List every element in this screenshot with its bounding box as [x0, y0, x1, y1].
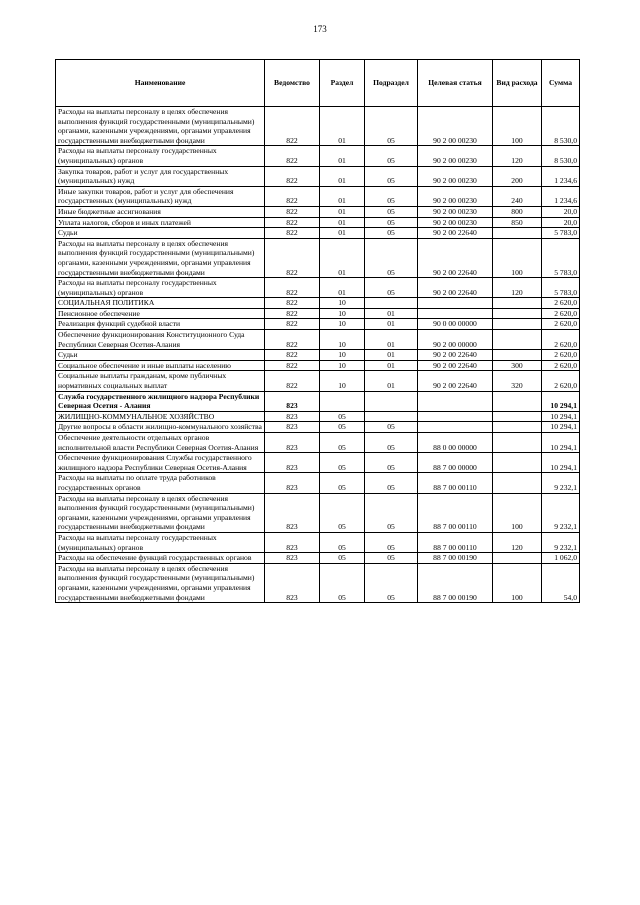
row-target: 90 2 00 00230: [418, 146, 493, 166]
row-expense-type: [493, 411, 542, 422]
table-row: [56, 493, 580, 532]
row-amount: 9 232,1: [542, 493, 580, 532]
row-section: 10: [320, 319, 365, 330]
header-subsection: Подраздел: [365, 60, 418, 107]
row-expense-type: 320: [493, 371, 542, 391]
row-name: Другие вопросы в области жилищно-коммунального хозяйства: [56, 422, 265, 433]
row-section: 10: [320, 360, 365, 371]
row-section: 10: [320, 330, 365, 350]
row-expense-type: 850: [493, 217, 542, 228]
row-expense-type: [493, 330, 542, 350]
row-name: Судьи: [56, 350, 265, 361]
row-target: 90 0 00 00000: [418, 319, 493, 330]
row-department: 823: [265, 553, 320, 564]
row-amount: 10 294,1: [542, 411, 580, 422]
row-expense-type: [493, 433, 542, 453]
row-name: Расходы на выплаты по оплате труда работников государственных органов: [56, 473, 265, 493]
table-row: [56, 360, 580, 371]
row-target: 90 2 00 00230: [418, 186, 493, 206]
row-name: Пенсионное обеспечение: [56, 308, 265, 319]
row-section: 05: [320, 453, 365, 473]
row-section: 01: [320, 146, 365, 166]
row-name: Реализация функций судебной власти: [56, 319, 265, 330]
row-name: ЖИЛИЩНО-КОММУНАЛЬНОЕ ХОЗЯЙСТВО: [56, 411, 265, 422]
row-amount: 10 294,1: [542, 422, 580, 433]
row-department: 822: [265, 206, 320, 217]
row-amount: 1 234,6: [542, 186, 580, 206]
row-expense-type: 120: [493, 532, 542, 552]
row-subsection: 05: [365, 563, 418, 602]
table-row: [56, 319, 580, 330]
table-row: [56, 308, 580, 319]
row-name: Обеспечение деятельности отдельных органов исполнительной власти Республики Северная Осетия-Алания: [56, 433, 265, 453]
table-row: [56, 146, 580, 166]
row-name: Расходы на обеспечение функций государственных органов: [56, 553, 265, 564]
row-target: 88 7 00 00000: [418, 453, 493, 473]
row-expense-type: [493, 350, 542, 361]
row-name: Расходы на выплаты персоналу в целях обеспечения выполнения функций государственными (муниципальными) органами, казенными учреждениями, органами управления государственными внебюджетными фондами: [56, 563, 265, 602]
row-target: 90 2 00 22640: [418, 278, 493, 298]
row-subsection: 05: [365, 146, 418, 166]
table-row: [56, 228, 580, 239]
row-amount: 1 062,0: [542, 553, 580, 564]
row-name: Иные бюджетные ассигнования: [56, 206, 265, 217]
row-section: 05: [320, 493, 365, 532]
row-target: 90 2 00 00230: [418, 107, 493, 146]
row-amount: 8 530,0: [542, 107, 580, 146]
row-amount: 5 783,0: [542, 278, 580, 298]
row-expense-type: 200: [493, 166, 542, 186]
table-row: [56, 278, 580, 298]
row-target: 88 7 00 00110: [418, 532, 493, 552]
table-header-row: [56, 60, 580, 107]
row-department: 822: [265, 228, 320, 239]
row-target: 88 7 00 00110: [418, 493, 493, 532]
row-section: 05: [320, 433, 365, 453]
table-row: [56, 107, 580, 146]
row-expense-type: 100: [493, 238, 542, 277]
row-amount: 1 234,6: [542, 166, 580, 186]
row-section: 10: [320, 350, 365, 361]
row-target: 90 2 00 22640: [418, 228, 493, 239]
table-row: [56, 206, 580, 217]
row-expense-type: 240: [493, 186, 542, 206]
row-subsection: 05: [365, 422, 418, 433]
row-section: 01: [320, 278, 365, 298]
row-subsection: 05: [365, 278, 418, 298]
table-row: [56, 298, 580, 309]
row-name: Расходы на выплаты персоналу в целях обеспечения выполнения функций государственными (муниципальными) органами, казенными учреждениями, органами управления государственными внебюджетными фондами: [56, 107, 265, 146]
header-name: Наименование: [56, 60, 265, 107]
table-row: [56, 411, 580, 422]
row-amount: 2 620,0: [542, 360, 580, 371]
table-body: [56, 107, 580, 603]
row-department: 822: [265, 107, 320, 146]
row-subsection: 01: [365, 371, 418, 391]
row-target: [418, 411, 493, 422]
row-amount: 10 294,1: [542, 433, 580, 453]
row-name: СОЦИАЛЬНАЯ ПОЛИТИКА: [56, 298, 265, 309]
row-amount: 10 294,1: [542, 453, 580, 473]
row-expense-type: 300: [493, 360, 542, 371]
row-department: 822: [265, 217, 320, 228]
table-row: [56, 238, 580, 277]
row-amount: 9 232,1: [542, 473, 580, 493]
row-subsection: 05: [365, 238, 418, 277]
row-section: 05: [320, 563, 365, 602]
row-department: 822: [265, 350, 320, 361]
row-expense-type: [493, 391, 542, 411]
row-subsection: 05: [365, 453, 418, 473]
row-name: Иные закупки товаров, работ и услуг для обеспечения государственных (муниципальных) нужд: [56, 186, 265, 206]
header-section: Раздел: [320, 60, 365, 107]
row-department: 822: [265, 308, 320, 319]
row-target: 90 2 00 22640: [418, 360, 493, 371]
row-target: [418, 308, 493, 319]
row-subsection: 05: [365, 206, 418, 217]
row-subsection: 01: [365, 350, 418, 361]
row-department: 822: [265, 360, 320, 371]
table-row: [56, 217, 580, 228]
row-name: Обеспечение функционирования Конституционного Суда Республики Северная Осетия-Алания: [56, 330, 265, 350]
row-section: 10: [320, 308, 365, 319]
row-subsection: 05: [365, 217, 418, 228]
row-department: 823: [265, 473, 320, 493]
table-row: [56, 532, 580, 552]
row-name: Уплата налогов, сборов и иных платежей: [56, 217, 265, 228]
table-row: [56, 553, 580, 564]
row-expense-type: [493, 473, 542, 493]
row-amount: 2 620,0: [542, 371, 580, 391]
row-name: Расходы на выплаты персоналу государственных (муниципальных) органов: [56, 532, 265, 552]
row-expense-type: [493, 553, 542, 564]
row-department: 823: [265, 532, 320, 552]
row-amount: 20,0: [542, 217, 580, 228]
row-amount: 2 620,0: [542, 350, 580, 361]
row-amount: 10 294,1: [542, 391, 580, 411]
row-section: 01: [320, 217, 365, 228]
table-row: [56, 330, 580, 350]
row-target: 90 2 00 22640: [418, 371, 493, 391]
row-target: 90 2 00 00230: [418, 217, 493, 228]
row-name: Служба государственного жилищного надзора Республики Северная Осетия - Алания: [56, 391, 265, 411]
row-section: 10: [320, 298, 365, 309]
row-subsection: [365, 411, 418, 422]
row-section: 01: [320, 238, 365, 277]
row-amount: 5 783,0: [542, 238, 580, 277]
row-subsection: 05: [365, 553, 418, 564]
row-target: [418, 391, 493, 411]
row-expense-type: 120: [493, 146, 542, 166]
row-name: Расходы на выплаты персоналу государственных (муниципальных) органов: [56, 278, 265, 298]
row-expense-type: [493, 298, 542, 309]
row-target: [418, 422, 493, 433]
row-expense-type: 100: [493, 107, 542, 146]
row-name: Судьи: [56, 228, 265, 239]
row-target: 88 7 00 00190: [418, 553, 493, 564]
row-expense-type: [493, 308, 542, 319]
table-row: [56, 473, 580, 493]
row-target: 90 2 00 00230: [418, 166, 493, 186]
row-department: 822: [265, 186, 320, 206]
row-subsection: 05: [365, 532, 418, 552]
header-department: Ведомство: [265, 60, 320, 107]
row-target: 90 2 00 00230: [418, 206, 493, 217]
row-department: 823: [265, 563, 320, 602]
row-department: 822: [265, 330, 320, 350]
row-subsection: 01: [365, 308, 418, 319]
row-expense-type: [493, 228, 542, 239]
row-name: Закупка товаров, работ и услуг для государственных (муниципальных) нужд: [56, 166, 265, 186]
row-target: 88 7 00 00110: [418, 473, 493, 493]
table-row: [56, 433, 580, 453]
row-department: 823: [265, 493, 320, 532]
header-expense-type: Вид расхода: [493, 60, 542, 107]
row-section: 01: [320, 206, 365, 217]
row-section: [320, 391, 365, 411]
row-department: 823: [265, 411, 320, 422]
row-amount: 20,0: [542, 206, 580, 217]
row-target: [418, 298, 493, 309]
table-row: [56, 422, 580, 433]
table-row: [56, 166, 580, 186]
row-section: 05: [320, 422, 365, 433]
row-department: 822: [265, 238, 320, 277]
row-expense-type: [493, 453, 542, 473]
row-name: Социальное обеспечение и иные выплаты населению: [56, 360, 265, 371]
row-subsection: 01: [365, 319, 418, 330]
row-expense-type: 100: [493, 563, 542, 602]
row-subsection: [365, 391, 418, 411]
row-subsection: 01: [365, 330, 418, 350]
table-row: [56, 453, 580, 473]
row-subsection: 05: [365, 228, 418, 239]
row-section: 05: [320, 411, 365, 422]
row-department: 822: [265, 146, 320, 166]
row-amount: 9 232,1: [542, 532, 580, 552]
row-name: Расходы на выплаты персоналу государственных (муниципальных) органов: [56, 146, 265, 166]
row-section: 05: [320, 532, 365, 552]
table-row: [56, 186, 580, 206]
row-amount: 2 620,0: [542, 298, 580, 309]
table-row: [56, 563, 580, 602]
row-department: 823: [265, 422, 320, 433]
row-expense-type: 100: [493, 493, 542, 532]
row-subsection: 05: [365, 433, 418, 453]
row-amount: 8 530,0: [542, 146, 580, 166]
row-amount: 5 783,0: [542, 228, 580, 239]
row-name: Расходы на выплаты персоналу в целях обеспечения выполнения функций государственными (муниципальными) органами, казенными учреждениями, органами управления государственными внебюджетными фондами: [56, 493, 265, 532]
row-department: 822: [265, 278, 320, 298]
table-row: [56, 391, 580, 411]
header-target: Целевая статья: [418, 60, 493, 107]
row-department: 823: [265, 391, 320, 411]
row-name: Обеспечение функционирования Службы государственного жилищного надзора Республики Северная Осетия-Алания: [56, 453, 265, 473]
row-name: Социальные выплаты гражданам, кроме публичных нормативных социальных выплат: [56, 371, 265, 391]
row-amount: 2 620,0: [542, 319, 580, 330]
row-subsection: 05: [365, 107, 418, 146]
row-expense-type: [493, 422, 542, 433]
row-department: 822: [265, 166, 320, 186]
row-section: 05: [320, 553, 365, 564]
row-amount: 54,0: [542, 563, 580, 602]
row-department: 822: [265, 371, 320, 391]
header-amount: Сумма: [542, 60, 580, 107]
row-section: 01: [320, 166, 365, 186]
row-subsection: 05: [365, 166, 418, 186]
row-subsection: 05: [365, 186, 418, 206]
row-department: 823: [265, 453, 320, 473]
page-number: 173: [313, 24, 327, 34]
row-section: 01: [320, 107, 365, 146]
budget-table: [55, 59, 580, 603]
row-subsection: [365, 298, 418, 309]
table-row: [56, 350, 580, 361]
row-expense-type: 800: [493, 206, 542, 217]
row-section: 01: [320, 228, 365, 239]
row-amount: 2 620,0: [542, 308, 580, 319]
row-subsection: 05: [365, 473, 418, 493]
row-subsection: 01: [365, 360, 418, 371]
row-target: 88 7 00 00190: [418, 563, 493, 602]
table-row: [56, 371, 580, 391]
row-target: 90 2 00 22640: [418, 238, 493, 277]
row-subsection: 05: [365, 493, 418, 532]
row-department: 823: [265, 433, 320, 453]
row-section: 01: [320, 186, 365, 206]
row-expense-type: 120: [493, 278, 542, 298]
row-target: 88 0 00 00000: [418, 433, 493, 453]
row-target: 90 2 00 22640: [418, 350, 493, 361]
row-expense-type: [493, 319, 542, 330]
row-department: 822: [265, 319, 320, 330]
row-section: 05: [320, 473, 365, 493]
row-name: Расходы на выплаты персоналу в целях обеспечения выполнения функций государственными (муниципальными) органами, казенными учреждениями, органами управления государственными внебюджетными фондами: [56, 238, 265, 277]
row-department: 822: [265, 298, 320, 309]
row-section: 10: [320, 371, 365, 391]
row-target: 90 2 00 00000: [418, 330, 493, 350]
row-amount: 2 620,0: [542, 330, 580, 350]
